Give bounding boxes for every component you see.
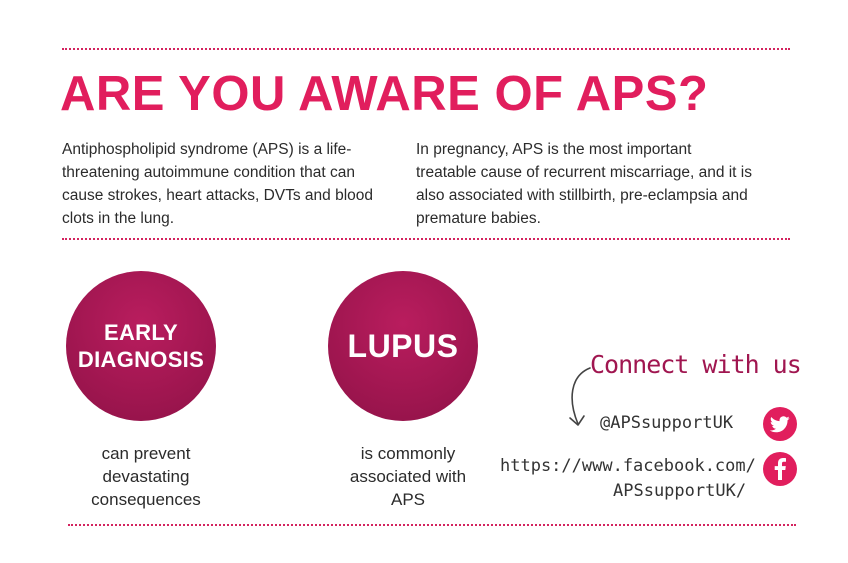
facebook-f-icon[interactable]: [763, 452, 797, 486]
facebook-url-line1[interactable]: https://www.facebook.com/: [500, 456, 756, 476]
early-diagnosis-line2: DIAGNOSIS: [77, 347, 205, 372]
lupus-caption: [323, 442, 493, 511]
caption-line: can prevent: [101, 444, 191, 463]
twitter-handle-link[interactable]: @APSsupportUK: [600, 413, 734, 433]
caption-line: consequences: [91, 490, 201, 509]
facebook-url-line2[interactable]: APSsupportUK/: [613, 481, 747, 501]
dotted-divider-top: [62, 48, 790, 50]
page-title: ARE YOU AWARE OF APS?: [60, 67, 709, 121]
lupus-circle: [328, 271, 478, 421]
caption-line: APS: [390, 490, 426, 509]
dotted-divider-middle: [62, 238, 790, 240]
connect-heading: Connect with us: [590, 350, 801, 379]
twitter-bird-icon[interactable]: [763, 407, 797, 441]
early-diagnosis-circle: [66, 271, 216, 421]
intro-left-text: Antiphospholipid syndrome (APS) is a life-threatening autoimmune condition that can cause strokes, heart attacks, DVTs and blood clots in the lung.: [62, 141, 374, 227]
intro-right-text: In pregnancy, APS is the most important treatable cause of recurrent miscarriage, and it is also associated with stillbirth, pre-eclampsia and premature babies.: [416, 141, 752, 227]
caption-line: devastating: [102, 467, 190, 486]
early-diagnosis-caption: [66, 442, 226, 511]
dotted-divider-bottom: [68, 524, 796, 526]
caption-line: associated with: [349, 467, 467, 486]
curved-arrow-icon: [560, 362, 600, 432]
early-diagnosis-line1: EARLY: [103, 320, 179, 345]
caption-line: is commonly: [360, 444, 456, 463]
lupus-label: LUPUS: [347, 327, 459, 364]
